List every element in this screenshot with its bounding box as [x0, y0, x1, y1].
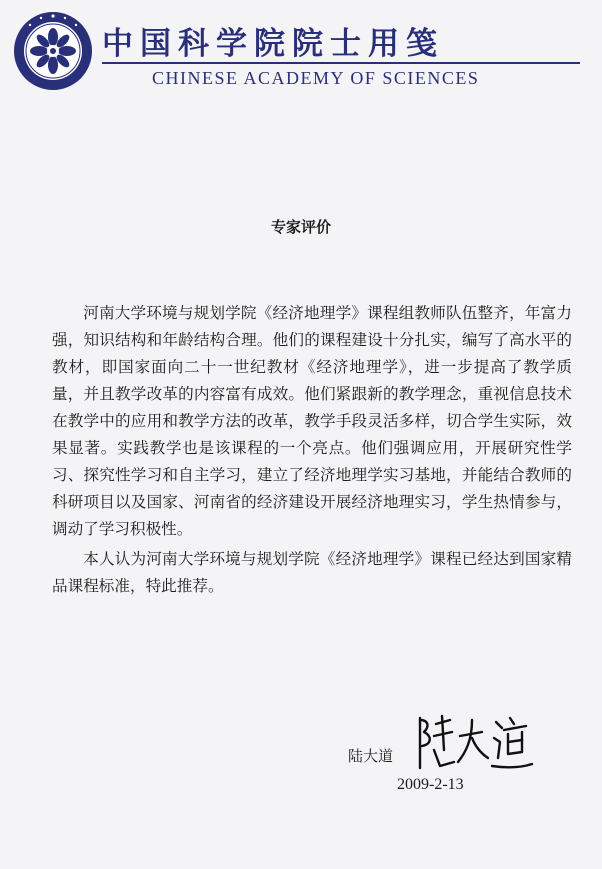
letterhead-rule: [102, 62, 580, 64]
letterhead-org-cn: 中国科学院院士用笺: [102, 26, 444, 62]
paragraph-evaluation: 河南大学环境与规划学院《经济地理学》课程组教师队伍整齐，年富力强，知识结构和年龄结构合理。他们的课程建设十分扎实，编写了高水平的教材，即国家面向二十一世纪教材《经济地理学》，进一步提高了教学质量，并且教学改革的内容富有成效。他们紧跟新的教学理念，重视信息技术在教学中的应用和教学方法的改革，教学手段灵活多样，切合学生实际，效果显著。实践教学也是该课程的一个亮点。他们强调应用，开展研究性学习、探究性学习和自主学习，建立了经济地理学实习基地，并能结合教师的科研项目以及国家、河南省的经济建设开展经济地理实习，学生热情参与，调动了学习积极性。: [52, 304, 572, 538]
handwritten-signature: [410, 710, 535, 775]
letterhead-org-en: CHINESE ACADEMY OF SCIENCES: [152, 68, 480, 88]
signature-date: 2009-2-13: [397, 776, 464, 793]
document-body: [52, 300, 572, 600]
letterhead: [0, 0, 602, 120]
signer-name: 陆大道: [348, 747, 394, 765]
paragraph-recommendation: 本人认为河南大学环境与规划学院《经济地理学》课程已经达到国家精品课程标准，特此推荐。: [52, 550, 572, 595]
document-title: 专家评价: [270, 218, 331, 236]
cas-emblem-icon: [12, 10, 94, 92]
